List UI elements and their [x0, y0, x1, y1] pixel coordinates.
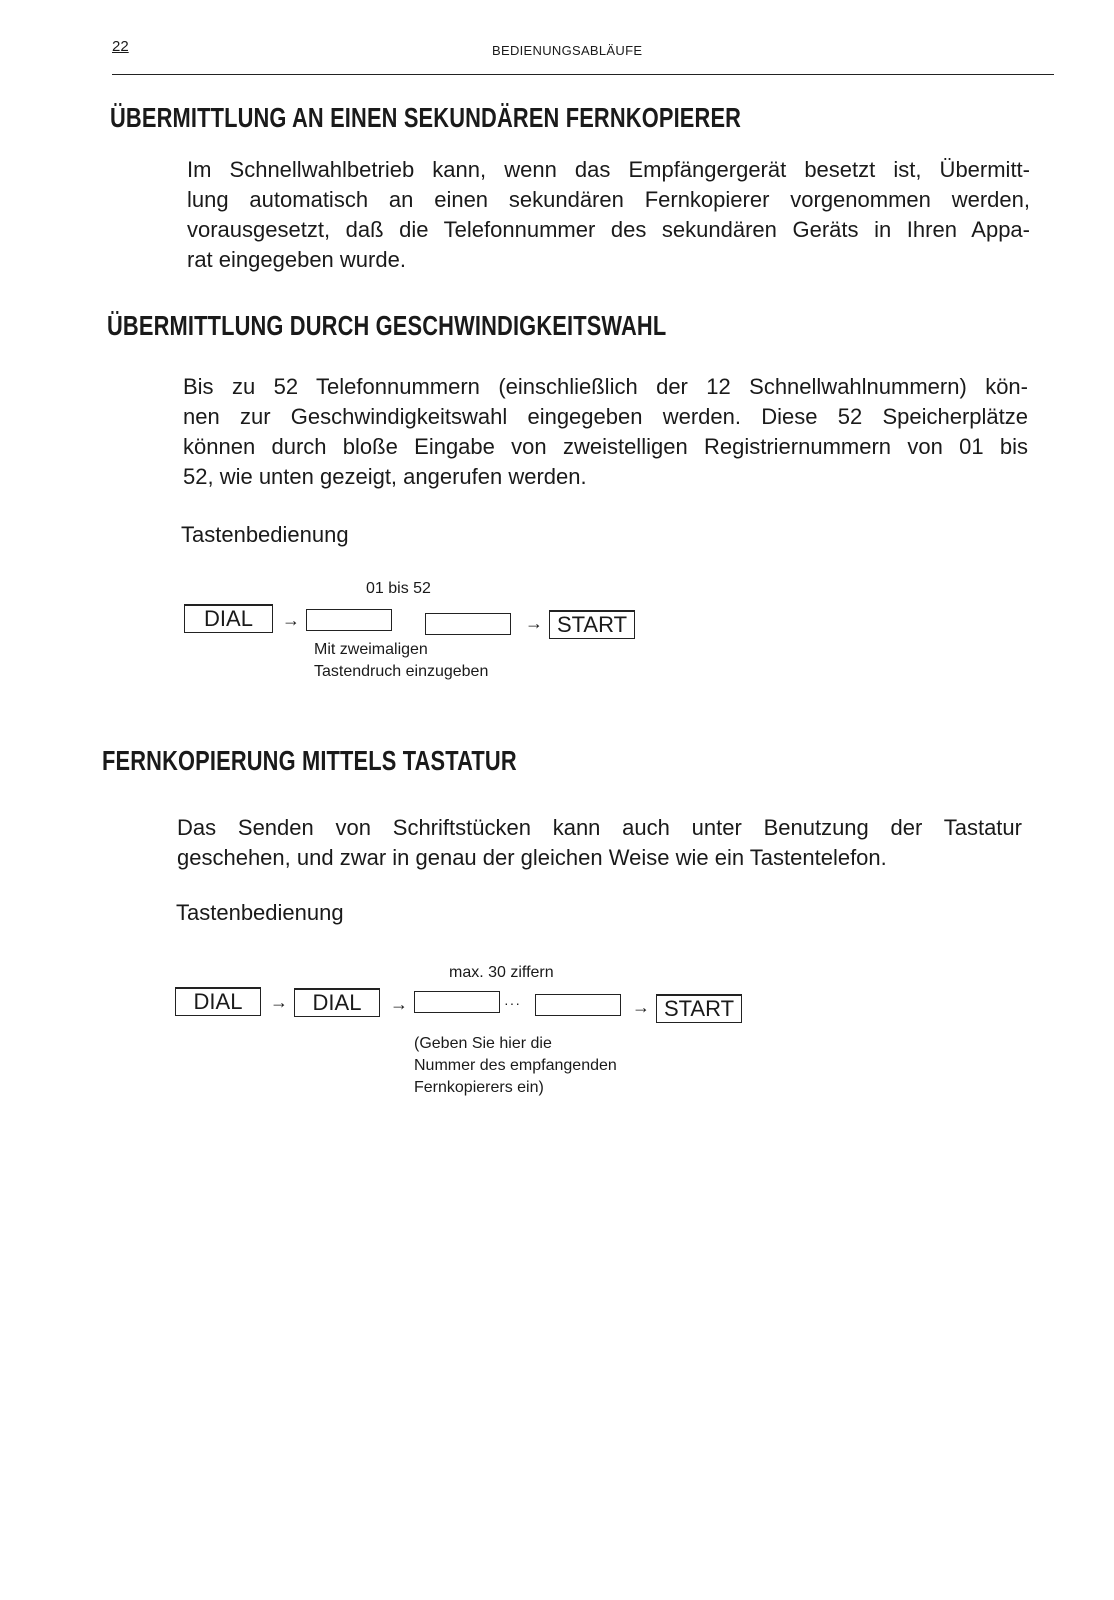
- paragraph-line: Das Senden von Schriftstücken kann auch unter Benutzung der Tastatur: [177, 815, 1022, 840]
- key-note-line: Nummer des empfangenden: [414, 1057, 617, 1074]
- key-note-line: Tastendruch einzugeben: [314, 663, 489, 680]
- paragraph-line: geschehen, und zwar in genau der gleichen Weise wie ein Tastentelefon.: [177, 845, 887, 870]
- paragraph-line: können durch bloße Eingabe von zweistelligen Registriernummern von 01 bis: [183, 434, 1028, 459]
- range-label: max. 30 ziffern: [449, 964, 554, 981]
- digit-slot: [306, 609, 392, 631]
- dial-key: DIAL: [184, 604, 273, 633]
- running-head: BEDIENUNGSABLÄUFE: [492, 43, 643, 58]
- paragraph-line: rat eingegeben wurde.: [187, 247, 406, 272]
- key-note-line: (Geben Sie hier die: [414, 1035, 552, 1052]
- paragraph-line: vorausgesetzt, daß die Telefonnummer des sekundären Geräts in Ihren Appa-: [187, 217, 1030, 242]
- section-2-title: ÜBERMITTLUNG DURCH GESCHWINDIGKEITSWAHL: [107, 310, 667, 341]
- digit-slot: [425, 613, 511, 635]
- page-number: 22: [112, 38, 129, 55]
- arrow-right-icon: →: [632, 997, 650, 1017]
- section-1-paragraph: [187, 155, 1030, 275]
- arrow-right-icon: →: [390, 994, 408, 1014]
- digit-slot: [535, 994, 621, 1016]
- paragraph-line: Bis zu 52 Telefonnummern (einschließlich der 12 Schnellwahlnummern) kön-: [183, 374, 1028, 399]
- arrow-right-icon: →: [282, 610, 300, 630]
- arrow-right-icon: →: [525, 613, 543, 633]
- start-key: START: [656, 994, 742, 1023]
- procedure-label: Tastenbedienung: [176, 900, 344, 925]
- section-3-paragraph: [177, 813, 1022, 873]
- range-label: 01 bis 52: [366, 580, 431, 597]
- header-rule: [112, 74, 1054, 75]
- paragraph-line: lung automatisch an einen sekundären Fernkopierer vorgenommen werden,: [187, 187, 1030, 212]
- procedure-label: Tastenbedienung: [181, 522, 349, 547]
- key-note-line: Mit zweimaligen: [314, 641, 428, 658]
- digit-slot: [414, 991, 500, 1013]
- dial-key-1: DIAL: [175, 987, 261, 1016]
- start-key: START: [549, 610, 635, 639]
- paragraph-line: Im Schnellwahlbetrieb kann, wenn das Empfängergerät besetzt ist, Übermitt-: [187, 157, 1030, 182]
- section-2-paragraph: [183, 372, 1028, 492]
- section-1-title: ÜBERMITTLUNG AN EINEN SEKUNDÄREN FERNKOPIERER: [110, 102, 742, 133]
- dial-key-2: DIAL: [294, 988, 380, 1017]
- paragraph-line: nen zur Geschwindigkeitswahl eingegeben werden. Diese 52 Speicherplätze: [183, 404, 1028, 429]
- paragraph-line: 52, wie unten gezeigt, angerufen werden.: [183, 464, 587, 489]
- key-note-line: Fernkopierers ein): [414, 1079, 544, 1096]
- page-header: [112, 36, 1054, 80]
- ellipsis-dots: ···: [504, 995, 521, 1011]
- section-3-title: FERNKOPIERUNG MITTELS TASTATUR: [102, 745, 517, 776]
- arrow-right-icon: →: [270, 992, 288, 1012]
